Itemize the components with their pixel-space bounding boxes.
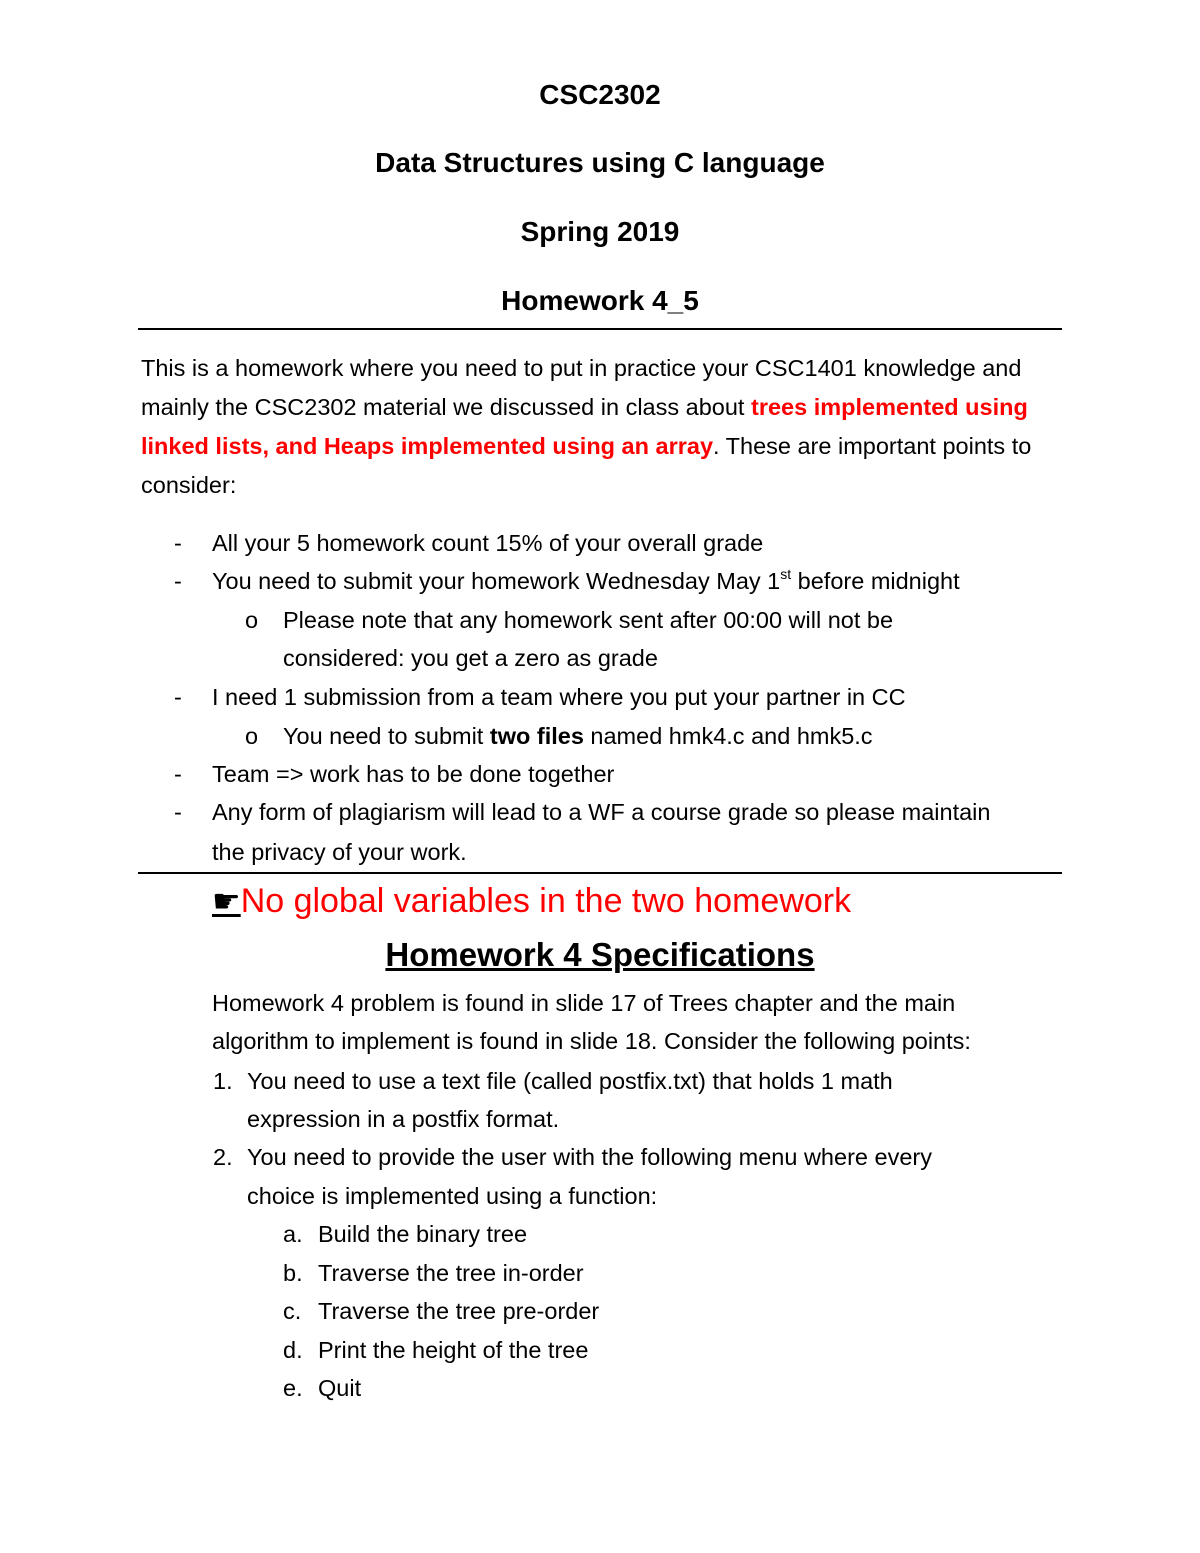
intro-highlight: trees implemented using linked lists, and Heaps implemented using an array [141, 394, 1028, 459]
subpoint-late-line2: considered: you get a zero as grade [283, 645, 658, 671]
subpoint-files: You need to submit two files named hmk4.c and hmk5.c [283, 723, 873, 749]
bullet-circle: o [245, 723, 259, 749]
intro-text-end: . These are important points to consider: [141, 433, 1032, 498]
menu-item-build: Build the binary tree [318, 1221, 528, 1247]
point-submission: I need 1 submission from a team where you put your partner in CC [212, 684, 906, 710]
intro-paragraph [141, 349, 1056, 505]
warning-text: No global variables in the two homework [240, 882, 852, 920]
top-divider [138, 328, 1062, 330]
bullet-circle: o [245, 607, 259, 633]
course-title: Data Structures using C language [375, 147, 825, 178]
assignment-title: Homework 4_5 [501, 285, 699, 316]
menu-item-inorder: Traverse the tree in-order [318, 1260, 584, 1286]
bullet-dash: - [174, 799, 182, 825]
bullet-dash: - [174, 568, 182, 594]
spec-intro-line2: algorithm to implement is found in slide 18. Consider the following points: [212, 1028, 971, 1054]
point-plagiarism-line1: Any form of plagiarism will lead to a WF a course grade so please maintain [212, 799, 991, 825]
spec-intro-line1: Homework 4 problem is found in slide 17 of Trees chapter and the main [212, 990, 956, 1016]
spec-item2-line1: You need to provide the user with the following menu where every [247, 1144, 932, 1170]
list-number: 1. [213, 1068, 233, 1094]
no-globals-warning [212, 880, 851, 922]
point-plagiarism-line2: the privacy of your work. [212, 839, 467, 865]
menu-item-preorder: Traverse the tree pre-order [318, 1298, 600, 1324]
spec-item1-line2: expression in a postfix format. [247, 1106, 560, 1132]
menu-item-height: Print the height of the tree [318, 1337, 589, 1363]
point-grade: All your 5 homework count 15% of your overall grade [212, 530, 764, 556]
term: Spring 2019 [520, 216, 680, 247]
menu-marker: d. [283, 1337, 303, 1363]
menu-item-quit: Quit [318, 1375, 362, 1401]
point-team: Team => work has to be done together [212, 761, 615, 787]
spec-title: Homework 4 Specifications [385, 936, 815, 973]
intro-text-start: This is a homework where you need to put in practice your CSC1401 knowledge and mainly the CSC2302 material we discussed in class about [141, 355, 1022, 420]
pointing-hand-icon: ☛ [212, 883, 241, 919]
menu-marker: a. [283, 1221, 303, 1247]
course-code: CSC2302 [539, 79, 661, 110]
subpoint-late-line1: Please note that any homework sent after 00:00 will not be [283, 607, 894, 633]
spec-item2-line2: choice is implemented using a function: [247, 1183, 658, 1209]
bullet-dash: - [174, 761, 182, 787]
point-deadline: You need to submit your homework Wednesday May 1st before midnight [212, 566, 960, 594]
spec-item1-line1: You need to use a text file (called postfix.txt) that holds 1 math [247, 1068, 893, 1094]
bullet-dash: - [174, 530, 182, 556]
middle-divider [138, 872, 1062, 874]
menu-marker: b. [283, 1260, 303, 1286]
menu-marker: e. [283, 1375, 303, 1401]
list-number: 2. [213, 1144, 233, 1170]
bullet-dash: - [174, 684, 182, 710]
menu-marker: c. [283, 1298, 302, 1324]
